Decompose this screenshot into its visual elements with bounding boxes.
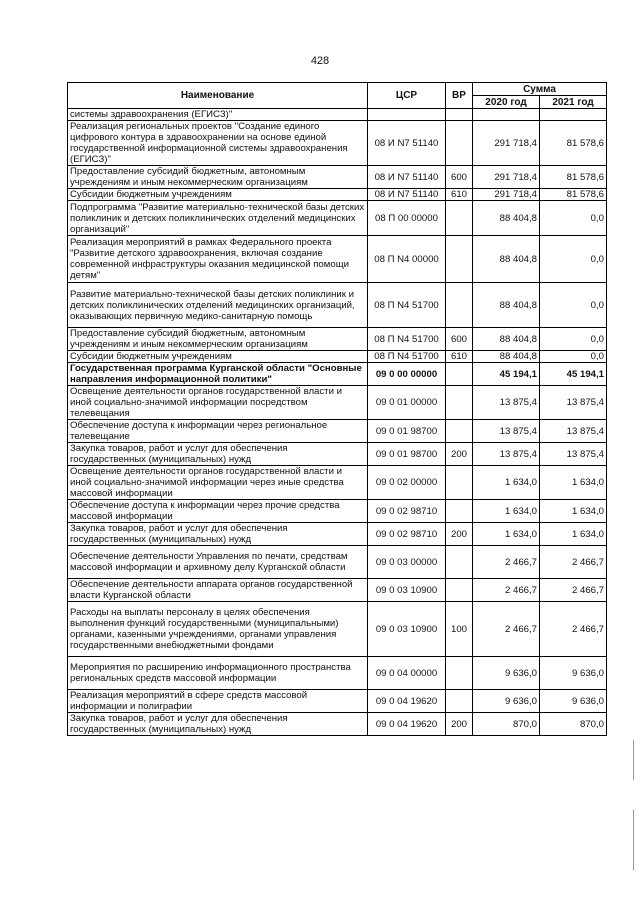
row-sum-2020: 291 718,4 bbox=[473, 121, 540, 166]
row-sum-2020: 13 875,4 bbox=[473, 420, 540, 443]
row-name: Субсидии бюджетным учреждениям bbox=[68, 189, 368, 201]
row-csr: 09 0 04 19620 bbox=[368, 713, 446, 736]
row-sum-2020: 1 634,0 bbox=[473, 466, 540, 500]
row-csr: 08 П 00 00000 bbox=[368, 201, 446, 236]
row-name: Предоставление субсидий бюджетным, автономным учреждениям и иным некоммерческим организациям bbox=[68, 328, 368, 351]
row-sum-2020: 2 466,7 bbox=[473, 546, 540, 579]
row-name: Подпрограмма "Развитие материально-технической базы детских поликлиник и детских поликлинических отделений медицинских организаций" bbox=[68, 201, 368, 236]
row-sum-2020: 88 404,8 bbox=[473, 236, 540, 283]
row-sum-2020: 9 636,0 bbox=[473, 657, 540, 690]
row-csr: 08 И N7 51140 bbox=[368, 121, 446, 166]
row-name: Закупка товаров, работ и услуг для обеспечения государственных (муниципальных) нужд bbox=[68, 713, 368, 736]
table-header bbox=[68, 83, 607, 109]
table-row bbox=[68, 386, 607, 420]
row-sum-2021: 1 634,0 bbox=[540, 523, 607, 546]
row-csr: 09 0 02 98710 bbox=[368, 523, 446, 546]
row-csr: 08 П N4 51700 bbox=[368, 328, 446, 351]
row-name: Обеспечение доступа к информации через прочие средства массовой информации bbox=[68, 500, 368, 523]
table-row bbox=[68, 121, 607, 166]
row-csr: 09 0 01 00000 bbox=[368, 386, 446, 420]
row-csr: 08 П N4 00000 bbox=[368, 236, 446, 283]
row-vr bbox=[446, 121, 473, 166]
row-csr bbox=[368, 109, 446, 121]
table-row bbox=[68, 236, 607, 283]
header-vr: ВР bbox=[446, 83, 473, 109]
row-csr: 08 П N4 51700 bbox=[368, 351, 446, 363]
table-row bbox=[68, 602, 607, 657]
row-sum-2021: 9 636,0 bbox=[540, 657, 607, 690]
row-name: Субсидии бюджетным учреждениям bbox=[68, 351, 368, 363]
table-row bbox=[68, 189, 607, 201]
row-vr bbox=[446, 283, 473, 328]
table-row bbox=[68, 363, 607, 386]
row-csr: 08 П N4 51700 bbox=[368, 283, 446, 328]
row-sum-2021: 1 634,0 bbox=[540, 500, 607, 523]
row-csr: 09 0 01 98700 bbox=[368, 420, 446, 443]
table-row bbox=[68, 657, 607, 690]
row-vr bbox=[446, 466, 473, 500]
row-sum-2021: 13 875,4 bbox=[540, 443, 607, 466]
table-row bbox=[68, 351, 607, 363]
row-sum-2020: 88 404,8 bbox=[473, 201, 540, 236]
row-vr bbox=[446, 109, 473, 121]
row-name: Обеспечение деятельности аппарата органов государственной власти Курганской области bbox=[68, 579, 368, 602]
row-vr bbox=[446, 546, 473, 579]
row-name: Закупка товаров, работ и услуг для обеспечения государственных (муниципальных) нужд bbox=[68, 523, 368, 546]
row-csr: 09 0 03 00000 bbox=[368, 546, 446, 579]
row-vr: 600 bbox=[446, 328, 473, 351]
table-row bbox=[68, 283, 607, 328]
row-sum-2021: 2 466,7 bbox=[540, 579, 607, 602]
table-row bbox=[68, 466, 607, 500]
row-sum-2020: 1 634,0 bbox=[473, 523, 540, 546]
row-sum-2021: 13 875,4 bbox=[540, 420, 607, 443]
row-sum-2021: 45 194,1 bbox=[540, 363, 607, 386]
row-sum-2021 bbox=[540, 109, 607, 121]
row-sum-2021: 13 875,4 bbox=[540, 386, 607, 420]
budget-table bbox=[67, 82, 607, 736]
row-name: Освещение деятельности органов государственной власти и иной социально-значимой информации посредством телевещания bbox=[68, 386, 368, 420]
table-row bbox=[68, 500, 607, 523]
row-csr: 09 0 03 10900 bbox=[368, 579, 446, 602]
row-name: Обеспечение деятельности Управления по печати, средствам массовой информации и архивному делу Курганской области bbox=[68, 546, 368, 579]
row-sum-2021: 1 634,0 bbox=[540, 466, 607, 500]
row-sum-2020: 870,0 bbox=[473, 713, 540, 736]
row-sum-2021: 81 578,6 bbox=[540, 121, 607, 166]
row-vr bbox=[446, 690, 473, 713]
row-csr: 08 И N7 51140 bbox=[368, 189, 446, 201]
row-vr: 100 bbox=[446, 602, 473, 657]
table-row bbox=[68, 109, 607, 121]
table-row bbox=[68, 523, 607, 546]
row-csr: 09 0 02 98710 bbox=[368, 500, 446, 523]
row-vr bbox=[446, 579, 473, 602]
row-sum-2020 bbox=[473, 109, 540, 121]
row-vr: 200 bbox=[446, 523, 473, 546]
row-csr: 09 0 04 00000 bbox=[368, 657, 446, 690]
scan-artifact bbox=[633, 740, 634, 780]
row-name: Мероприятия по расширению информационного пространства региональных средств массовой информации bbox=[68, 657, 368, 690]
row-sum-2021: 0,0 bbox=[540, 236, 607, 283]
table-row bbox=[68, 201, 607, 236]
page-number: 428 bbox=[310, 55, 330, 67]
row-sum-2020: 2 466,7 bbox=[473, 602, 540, 657]
row-sum-2020: 2 466,7 bbox=[473, 579, 540, 602]
row-sum-2021: 870,0 bbox=[540, 713, 607, 736]
row-sum-2020: 291 718,4 bbox=[473, 189, 540, 201]
row-vr bbox=[446, 236, 473, 283]
row-vr bbox=[446, 386, 473, 420]
header-sum: Сумма bbox=[473, 83, 607, 96]
scan-artifact bbox=[633, 810, 634, 870]
row-vr: 610 bbox=[446, 351, 473, 363]
row-vr bbox=[446, 363, 473, 386]
row-sum-2020: 88 404,8 bbox=[473, 328, 540, 351]
table-row bbox=[68, 713, 607, 736]
row-sum-2021: 0,0 bbox=[540, 283, 607, 328]
row-vr bbox=[446, 500, 473, 523]
row-vr bbox=[446, 201, 473, 236]
row-vr bbox=[446, 420, 473, 443]
header-csr: ЦСР bbox=[368, 83, 446, 109]
row-csr: 09 0 00 00000 bbox=[368, 363, 446, 386]
row-csr: 09 0 03 10900 bbox=[368, 602, 446, 657]
row-sum-2021: 81 578,6 bbox=[540, 166, 607, 189]
row-sum-2021: 0,0 bbox=[540, 201, 607, 236]
table-row bbox=[68, 420, 607, 443]
row-vr bbox=[446, 657, 473, 690]
row-csr: 09 0 01 98700 bbox=[368, 443, 446, 466]
table-row bbox=[68, 546, 607, 579]
row-name: Реализация мероприятий в рамках Федерального проекта "Развитие детского здравоохранения, включая создание современной инфраструктуры оказания медицинской помощи детям" bbox=[68, 236, 368, 283]
table-row bbox=[68, 690, 607, 713]
row-sum-2020: 291 718,4 bbox=[473, 166, 540, 189]
row-sum-2020: 1 634,0 bbox=[473, 500, 540, 523]
table-row bbox=[68, 443, 607, 466]
row-sum-2020: 13 875,4 bbox=[473, 443, 540, 466]
table-row bbox=[68, 328, 607, 351]
row-sum-2020: 88 404,8 bbox=[473, 283, 540, 328]
row-sum-2021: 2 466,7 bbox=[540, 602, 607, 657]
row-vr: 610 bbox=[446, 189, 473, 201]
row-sum-2021: 9 636,0 bbox=[540, 690, 607, 713]
row-name: Реализация мероприятий в сфере средств массовой информации и полиграфии bbox=[68, 690, 368, 713]
row-vr: 200 bbox=[446, 713, 473, 736]
row-sum-2021: 2 466,7 bbox=[540, 546, 607, 579]
row-name: Закупка товаров, работ и услуг для обеспечения государственных (муниципальных) нужд bbox=[68, 443, 368, 466]
row-csr: 09 0 02 00000 bbox=[368, 466, 446, 500]
row-csr: 08 И N7 51140 bbox=[368, 166, 446, 189]
table-body bbox=[68, 109, 607, 736]
row-vr: 200 bbox=[446, 443, 473, 466]
row-name: Обеспечение доступа к информации через региональное телевещание bbox=[68, 420, 368, 443]
row-name: Расходы на выплаты персоналу в целях обеспечения выполнения функций государственными (муниципальными) органами, казенными учреждениями, органами управления государственными внебюджетными фондами bbox=[68, 602, 368, 657]
row-name: Развитие материально-технической базы детских поликлиник и детских поликлинических отделений медицинских организаций, оказывающих первичную медико-санитарную помощь bbox=[68, 283, 368, 328]
row-sum-2020: 88 404,8 bbox=[473, 351, 540, 363]
header-name: Наименование bbox=[68, 83, 368, 109]
row-csr: 09 0 04 19620 bbox=[368, 690, 446, 713]
table-row bbox=[68, 579, 607, 602]
table-row bbox=[68, 166, 607, 189]
row-sum-2020: 9 636,0 bbox=[473, 690, 540, 713]
row-name: Освещение деятельности органов государственной власти и иной социально-значимой информации через иные средства массовой информации bbox=[68, 466, 368, 500]
row-name: системы здравоохранения (ЕГИСЗ)" bbox=[68, 109, 368, 121]
row-name: Государственная программа Курганской области "Основные направления информационной политики" bbox=[68, 363, 368, 386]
row-vr: 600 bbox=[446, 166, 473, 189]
row-sum-2021: 0,0 bbox=[540, 328, 607, 351]
row-sum-2021: 81 578,6 bbox=[540, 189, 607, 201]
header-year-2020: 2020 год bbox=[473, 96, 540, 109]
row-sum-2021: 0,0 bbox=[540, 351, 607, 363]
row-sum-2020: 13 875,4 bbox=[473, 386, 540, 420]
row-name: Предоставление субсидий бюджетным, автономным учреждениям и иным некоммерческим организациям bbox=[68, 166, 368, 189]
row-name: Реализация региональных проектов "Создание единого цифрового контура в здравоохранении на основе единой государственной информационной системы здравоохранения (ЕГИСЗ)" bbox=[68, 121, 368, 166]
row-sum-2020: 45 194,1 bbox=[473, 363, 540, 386]
header-year-2021: 2021 год bbox=[540, 96, 607, 109]
